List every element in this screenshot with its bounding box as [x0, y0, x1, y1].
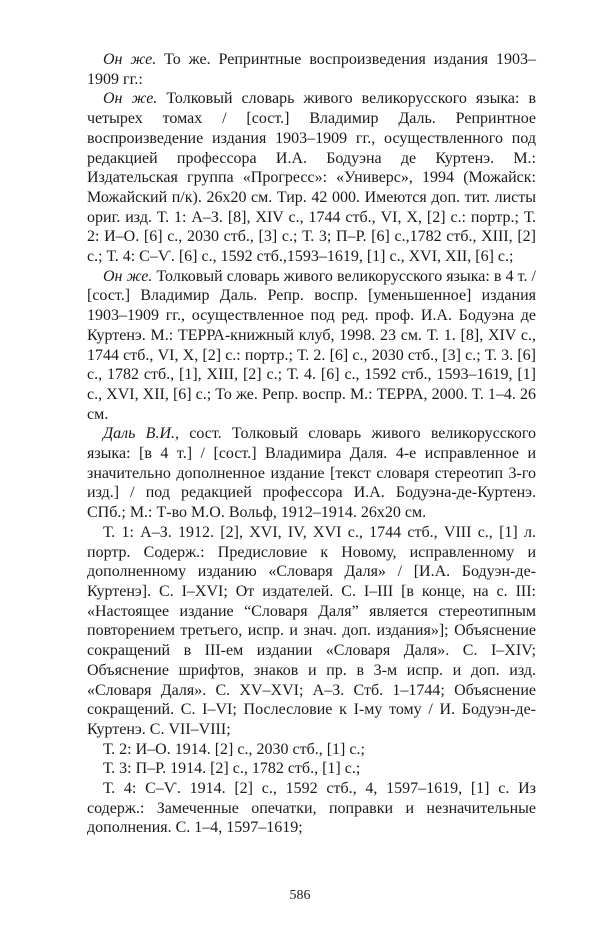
- entry-text: Т. 4: С–Ѵ. 1914. [2] с., 1592 стб., 4, 1597–1619, [1] с. Из содерж.: Замеченные опечатки, поправки и незначительные дополнения. С. 1–4, 1597–1619;: [87, 780, 536, 837]
- entry-author: Даль В.И.,: [103, 425, 180, 443]
- entry-text: Т. 3: П–Р. 1914. [2] с., 1782 стб., [1] с.;: [103, 760, 361, 778]
- volume-4-description: [87, 779, 536, 838]
- volume-3-description: [87, 759, 536, 779]
- bibliography-entry-1: [87, 50, 536, 89]
- page-body: [87, 50, 536, 838]
- entry-text: Толковый словарь живого великорусского языка: в четырех томах / [сост.] Владимир Даль. Репринтное воспроизведение издания 1903–1909 гг., осуществленного под редакцией профессора И.А. Бодуэна де Куртенэ. М.: Издательская группа «Прогресс»: «Универс», 1994 (Можайск: Можайский п/к). 26x20 см. Тир. 42 000. Имеются доп. тит. листы ориг. изд. Т. 1: А–З. [8], XIV с., 1744 стб., VI, X, [2] с.: портр.; Т. 2: И–О. [6] с., 2030 стб., [3] с.; Т. 3; П–Р. [6] с.,1782 стб., XIII, [2] с.; Т. 4: С–Ѵ. [6] с., 1592 стб.,1593–1619, [1] с., XVI, XII, [6] с.;: [87, 90, 537, 266]
- bibliography-entry-3: [87, 267, 536, 425]
- entry-author: Он же.: [103, 51, 157, 68]
- entry-text: Т. 1: А–З. 1912. [2], XVI, IV, XVI с., 1744 стб., VIII с., [1] л. портр. Содерж.: Предисловие к Новому, исправленному и дополненному изданию «Словаря Даля» / [И.А. Бодуэн-де-Куртенэ]. С. I–XVI; От издателей. С. I–III [в конце, на с. III: «Настоящее издание “Словаря Даля” является стереотипным повторением третьего, испр. и знач. доп. издания»]; Объяснение сокращений в III-ем издании «Словаря Даля». С. I–XIV; Объяснение шрифтов, знаков и пр. в 3-м испр. и доп. изд. «Словаря Даля». С. XV–XVI; А–З. Стб. 1–1744; Объяснение сокращений. С. I–VI; Послесловие к I-му тому / И. Бодуэн-де-Куртенэ. С. VII–VIII;: [87, 523, 536, 738]
- volume-1-description: [87, 523, 536, 740]
- entry-text: Толковый словарь живого великорусского языка: в 4 т. / [сост.] Владимир Даль. Репр. воспр. [уменьшенное] издания 1903–1909 гг., осуществленное под ред. проф. И.А. Бодуэна де Куртенэ. М.: ТЕРРА-книжный клуб, 1998. 23 см. Т. 1. [8], XIV с., 1744 стб., VI, X, [2] с.: портр.; Т. 2. [6] с., 2030 стб., [3] с.; Т. 3. [6] с., 1782 стб., [1], XIII, [2] с.; Т. 4. [6] с., 1592 стб., 1593–1619, [1] с., XVI, XII, [6] с.; То же. Репр. воспр. М.: ТЕРРА, 2000. Т. 1–4. 26 см.: [87, 267, 536, 423]
- entry-author: Он же.: [103, 267, 153, 285]
- page-number: 586: [289, 888, 311, 903]
- entry-text: сост. Толковый словарь живого великорусского языка: [в 4 т.] / [сост.] Владимира Даля. 4-е исправленное и значительно дополненное издание [текст словаря стереотип 3-го изд.] / под редакцией профессора И.А. Бодуэна-де-Куртенэ. СПб.; М.: Т-во М.О. Вольф, 1912–1914. 26x20 см.: [87, 425, 537, 522]
- volume-2-description: [87, 740, 536, 760]
- bibliography-entry-2: [87, 89, 536, 266]
- bibliography-entry-4: [87, 424, 536, 523]
- entry-author: Он же.: [103, 90, 158, 108]
- entry-text: Т. 2: И–О. 1914. [2] с., 2030 стб., [1] с.;: [103, 740, 365, 758]
- entry-text: То же. Репринтные воспроизведения издания 1903–1909 гг.:: [87, 51, 537, 88]
